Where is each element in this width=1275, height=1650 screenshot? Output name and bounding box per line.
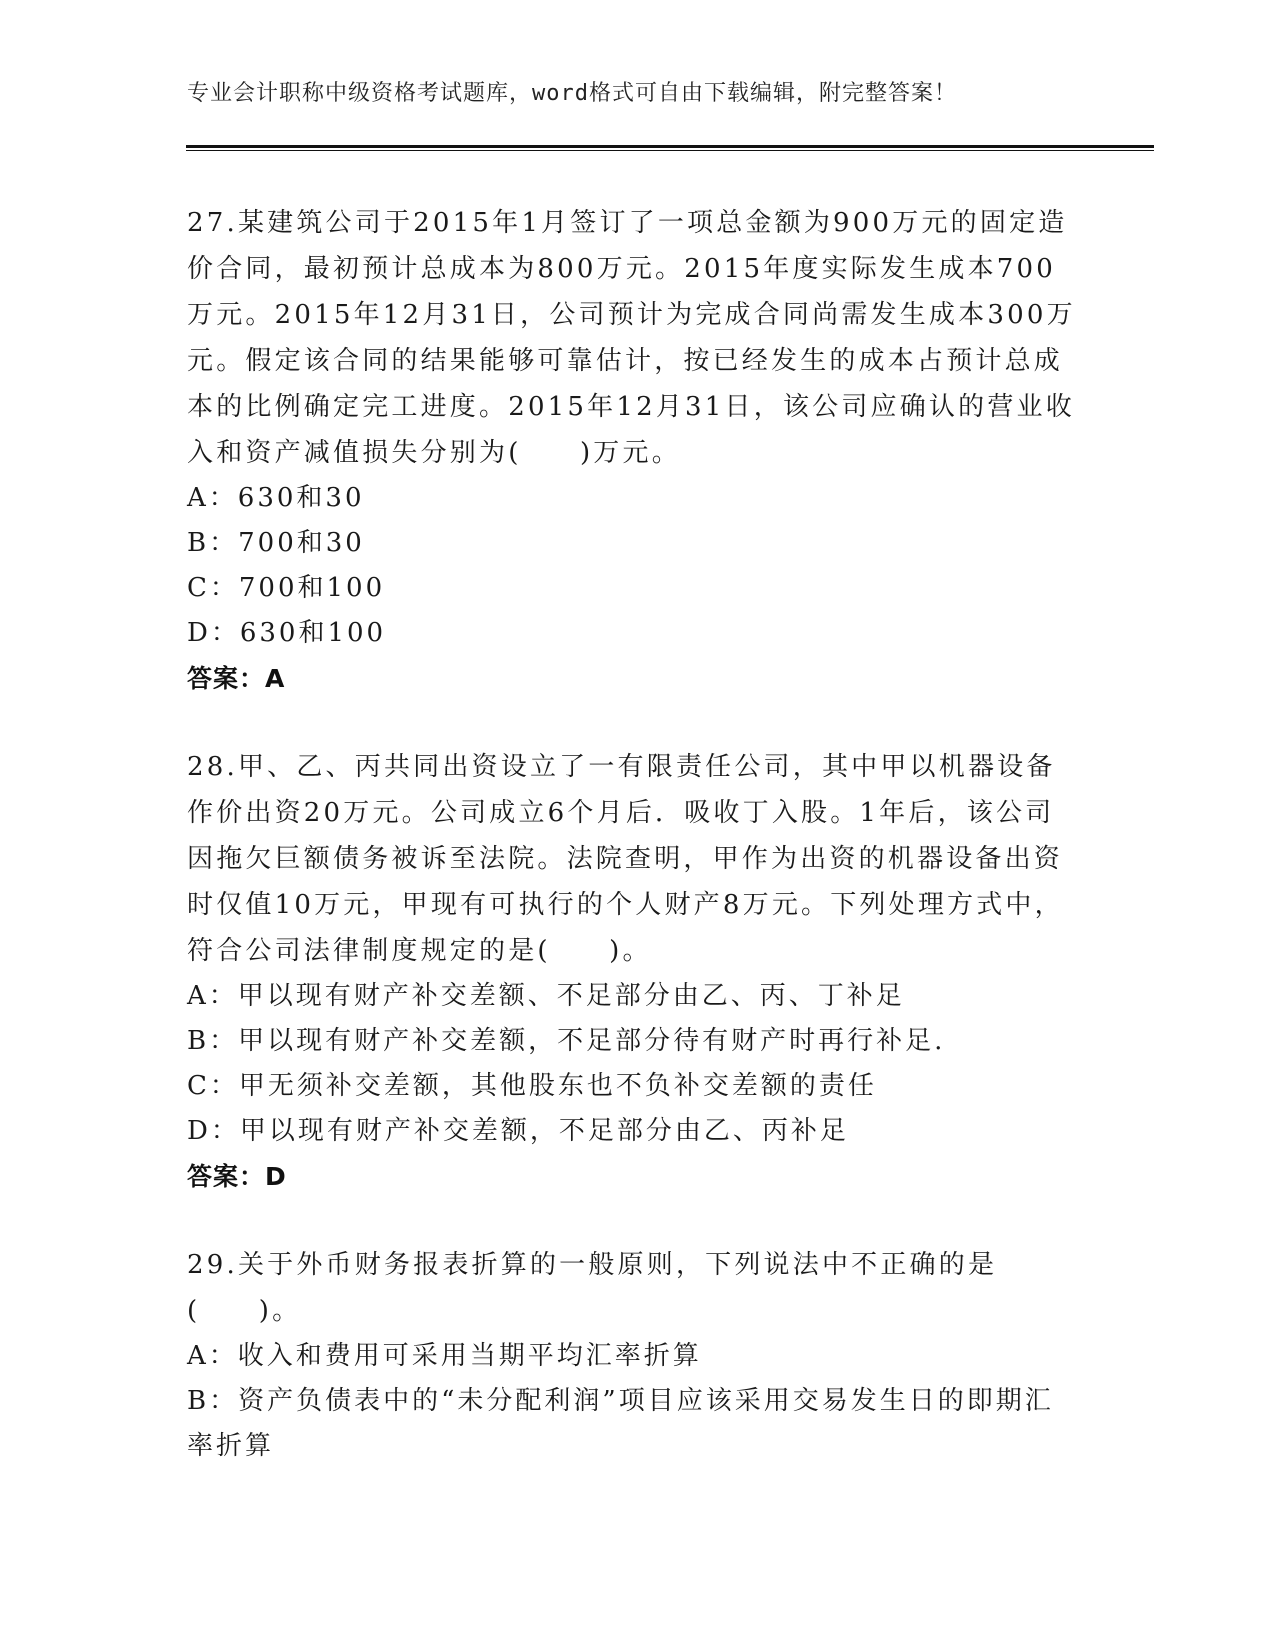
option-b: B：甲以现有财产补交差额，不足部分待有财产时再行补足. <box>187 1026 946 1056</box>
option-c: C：700和100 <box>187 573 386 603</box>
answer-label: 答案： <box>187 664 266 693</box>
question-stem: 29.关于外币财务报表折算的一般原则，下列说法中不正确的是( )。 <box>187 1250 998 1326</box>
answer-value: D <box>265 1162 287 1191</box>
option-a: A：630和30 <box>187 483 365 513</box>
option-c: C：甲无须补交差额，其他股东也不负补交差额的责任 <box>187 1071 877 1101</box>
option-a: A：收入和费用可采用当期平均汇率折算 <box>187 1341 702 1371</box>
header-divider <box>186 145 1154 148</box>
option-d: D：630和100 <box>187 618 387 648</box>
option-a: A：甲以现有财产补交差额、不足部分由乙、丙、丁补足 <box>187 981 905 1011</box>
page-header: 专业会计职称中级资格考试题库，word格式可自由下载编辑，附完整答案！ <box>187 81 957 106</box>
question-27 <box>187 200 1077 702</box>
answer-label: 答案： <box>187 1162 266 1191</box>
question-stem: 27.某建筑公司于2015年1月签订了一项总金额为900万元的固定造价合同，最初预计总成本为800万元。2015年度实际发生成本700万元。2015年12月31日，公司预计为完成合同尚需发生成本300万元。假定该合同的结果能够可靠估计，按已经发生的成本占预计总成本的比例确定完工进度。2015年12月31日，该公司应确认的营业收入和资产减值损失分别为( )万元。 <box>187 208 1076 468</box>
answer-line <box>187 656 1077 702</box>
question-stem: 28.甲、乙、丙共同出资设立了一有限责任公司，其中甲以机器设备作价出资20万元。公司成立6个月后．吸收丁入股。1年后，该公司因拖欠巨额债务被诉至法院。法院查明，甲作为出资的机器设备出资时仅值10万元，甲现有可执行的个人财产8万元。下列处理方式中，符合公司法律制度规定的是( )。 <box>187 752 1064 966</box>
question-28 <box>187 744 1077 1200</box>
option-d: D：甲以现有财产补交差额，不足部分由乙、丙补足 <box>187 1116 849 1146</box>
question-29 <box>187 1242 1077 1469</box>
option-b: B：700和30 <box>187 528 365 558</box>
answer-value: A <box>265 664 286 693</box>
option-b: B：资产负债表中的“未分配利润”项目应该采用交易发生日的即期汇率折算 <box>187 1386 1054 1461</box>
question-list <box>187 200 1077 1511</box>
answer-line <box>187 1154 1077 1200</box>
